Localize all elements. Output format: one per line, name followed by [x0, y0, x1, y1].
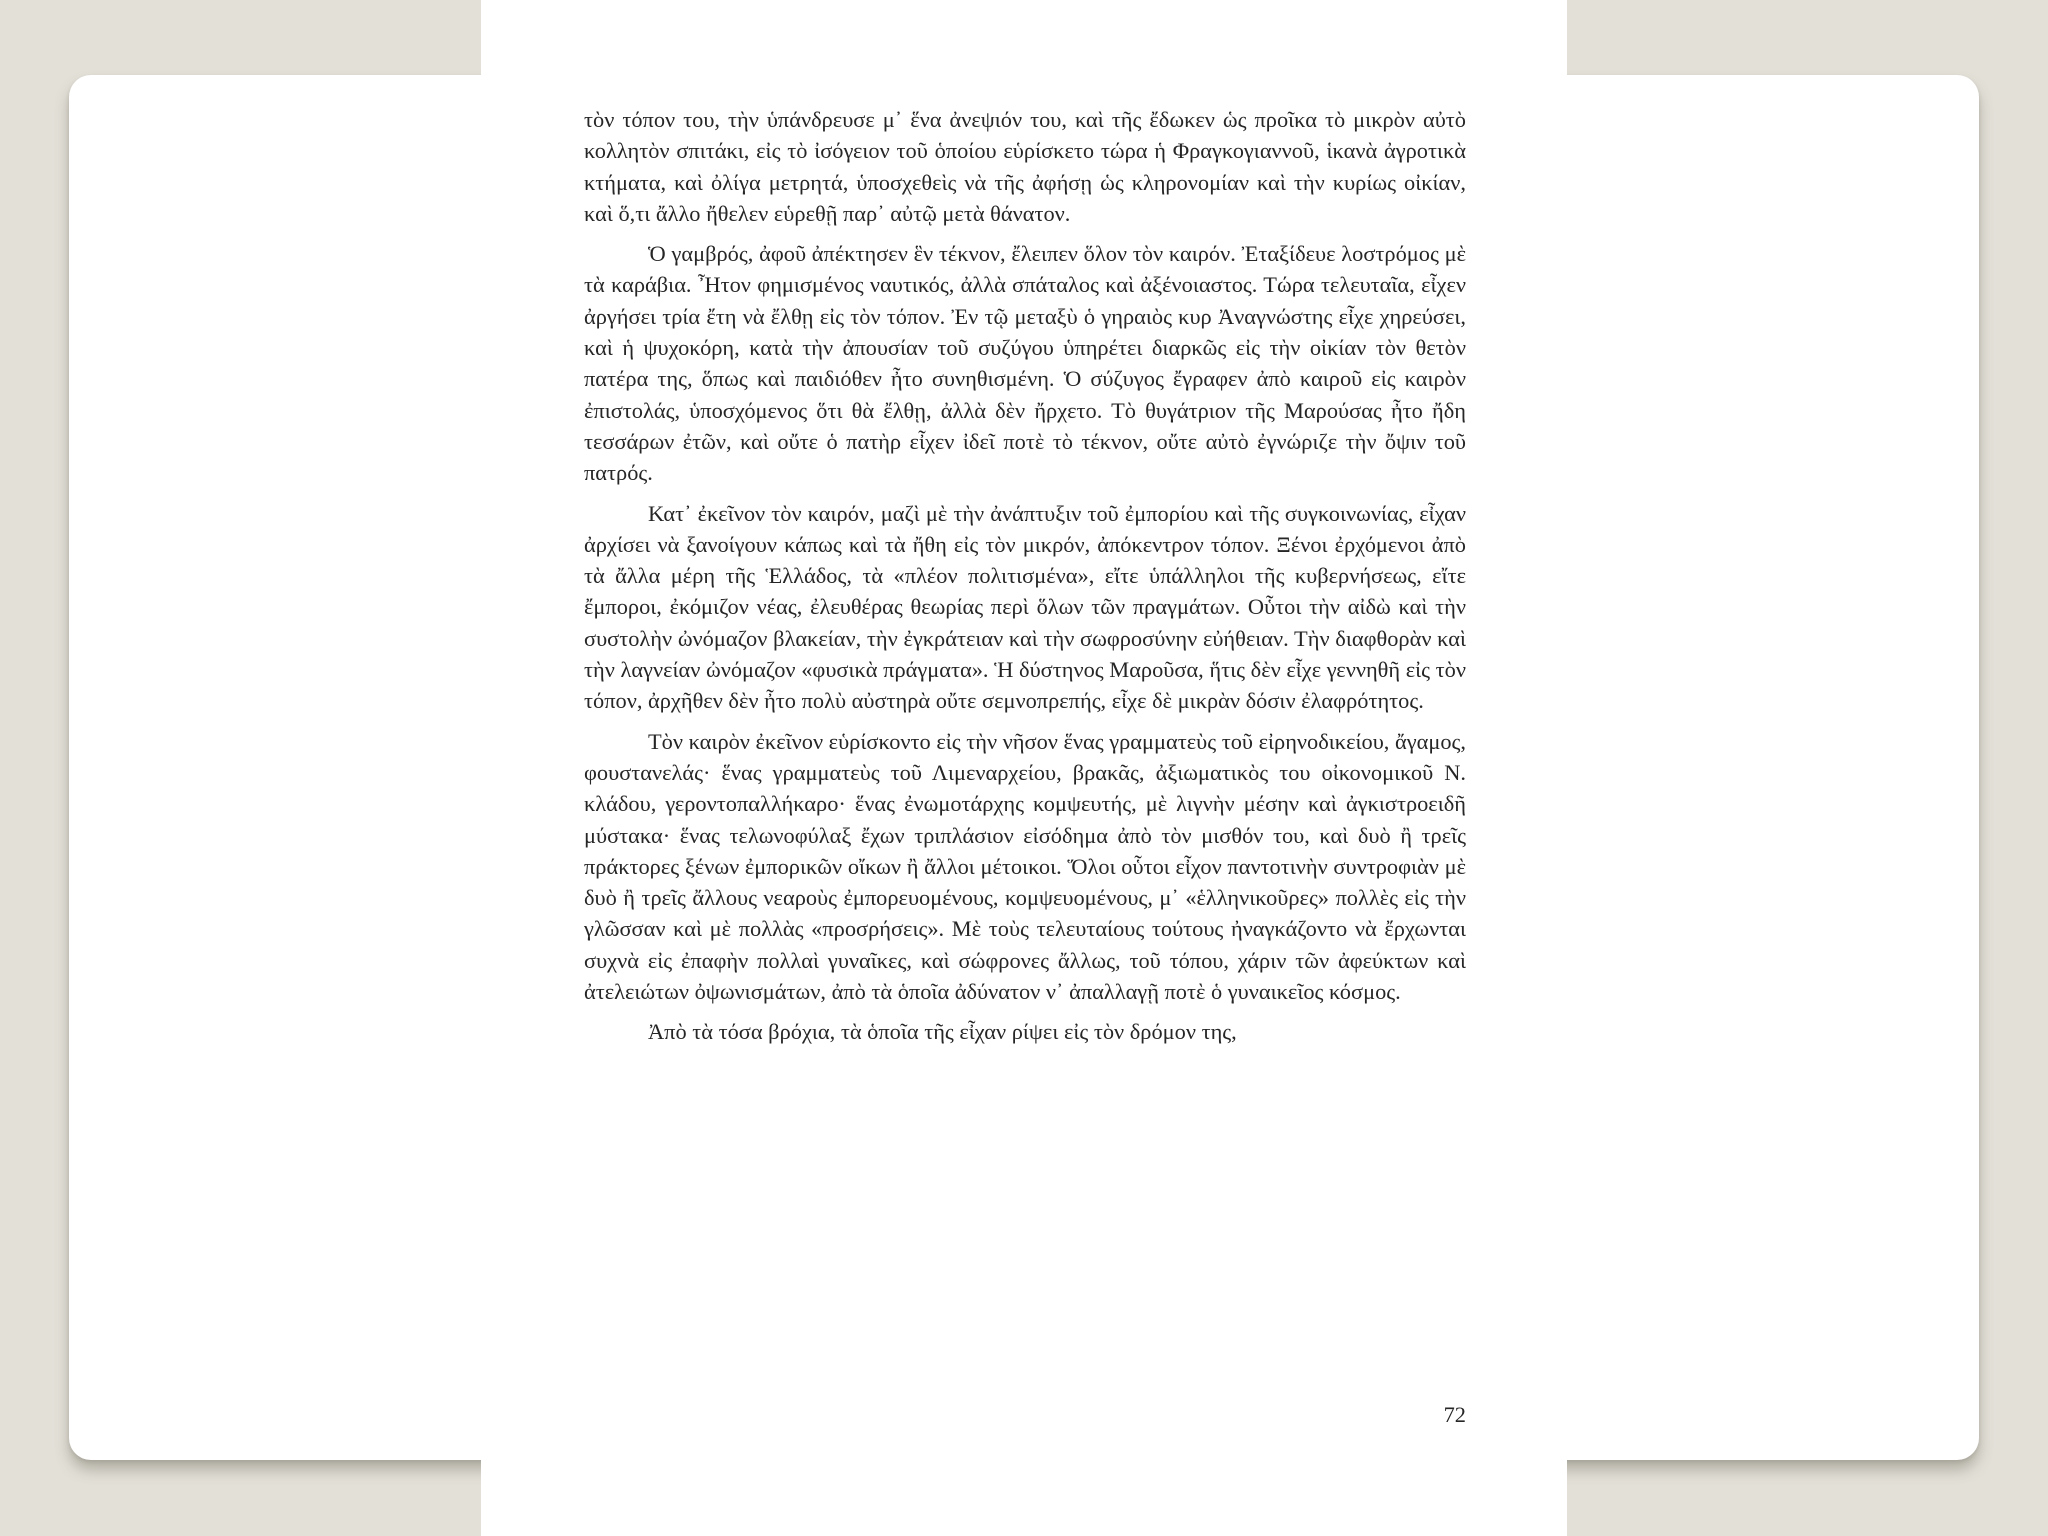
paragraph-2: Ὁ γαμβρός, ἀφοῦ ἀπέκτησεν ἓν τέκνον, ἔλειπεν ὅλον τὸν καιρόν. Ἐταξίδευε λοστρόμος μὲ τὰ καράβια. Ἦτον φημισμένος ναυτικός, ἀλλὰ σπάταλος καὶ ἀξένοιαστος. Τώρα τελευταῖα, εἶχεν ἀργήσει τρία ἔτη νὰ ἔλθῃ εἰς τὸν τόπον. Ἐν τῷ μεταξὺ ὁ γηραιὸς κυρ Ἀναγνώστης εἶχε χηρεύσει, καὶ ἡ ψυχοκόρη, κατὰ τὴν ἀπουσίαν τοῦ συζύγου ὑπηρέτει διαρκῶς εἰς τὴν οἰκίαν τὸν θετὸν πατέρα της, ὅπως καὶ παιδιόθεν ἦτο συνηθισμένη. Ὁ σύζυγος ἔγραφεν ἀπὸ καιροῦ εἰς καιρὸν ἐπιστολάς, ὑποσχόμενος ὅτι θὰ ἔλθῃ, ἀλλὰ δὲν ἤρχετο. Τὸ θυγάτριον τῆς Μαρούσας ἦτο ἤδη τεσσάρων ἐτῶν, καὶ οὔτε ὁ πατὴρ εἶχεν ἰδεῖ ποτὲ τὸ τέκνον, οὔτε αὐτὸ ἐγνώριζε τὴν ὄψιν τοῦ πατρός. — [584, 241, 1466, 486]
page-number: 72 — [1443, 1402, 1466, 1427]
paragraph-4: Τὸν καιρὸν ἐκεῖνον εὑρίσκοντο εἰς τὴν νῆσον ἕνας γραμματεὺς τοῦ εἰρηνοδικείου, ἄγαμος, φουστανελάς· ἕνας γραμματεὺς τοῦ Λιμεναρχείου, βρακᾶς, ἀξιωματικὸς του οἰκονομικοῦ Ν. κλάδου, γεροντοπαλλήκαρο· ἕνας ἐνωμοτάρχης κομψευτής, μὲ λιγνὴν μέσην καὶ ἀγκιστροειδῆ μύστακα· ἕνας τελωνοφύλαξ ἔχων τριπλάσιον εἰσόδημα ἀπὸ τὸν μισθόν του, καὶ δυὸ ἢ τρεῖς πράκτορες ξένων ἐμπορικῶν οἴκων ἢ ἄλλοι μέτοικοι. Ὅλοι οὗτοι εἶχον παντοτινὴν συντροφιὰν μὲ δυὸ ἢ τρεῖς ἄλλους νεαροὺς ἐμπορευομένους, κομψευομένους, μ᾽ «ἑλληνικοῦρες» πολλὲς εἰς τὴν γλῶσσαν καὶ μὲ πολλὰς «προσρήσεις». Μὲ τοὺς τελευταίους τούτους ἠναγκάζοντο νὰ ἔρχωνται συχνὰ εἰς ἐπαφὴν πολλαὶ γυναῖκες, καὶ σώφρονες ἄλλως, τοῦ τόπου, χάριν τῶν ἀφεύκτων καὶ ἀτελειώτων ὀψωνισμάτων, ἀπὸ τὰ ὁποῖα ἀδύνατον ν᾽ ἀπαλλαγῇ ποτὲ ὁ γυναικεῖος κόσμος. — [584, 728, 1466, 1005]
paragraph-3: Κατ᾽ ἐκεῖνον τὸν καιρόν, μαζὶ μὲ τὴν ἀνάπτυξιν τοῦ ἐμπορίου καὶ τῆς συγκοινωνίας, εἶχαν ἀρχίσει νὰ ξανοίγουν κάπως καὶ τὰ ἤθη εἰς τὸν μικρόν, ἀπόκεντρον τόπον. Ξένοι ἐρχόμενοι ἀπὸ τὰ ἄλλα μέρη τῆς Ἑλλάδος, τὰ «πλέον πολιτισμένα», εἴτε ὑπάλληλοι τῆς κυβερνήσεως, εἴτε ἔμποροι, ἐκόμιζον νέας, ἐλευθέρας θεωρίας περὶ ὅλων τῶν πραγμάτων. Οὗτοι τὴν αἰδὼ καὶ τὴν συστολὴν ὠνόμαζον βλακείαν, τὴν ἐγκράτειαν καὶ τὴν σωφροσύνην εὐήθειαν. Τὴν διαφθορὰν καὶ τὴν λαγνείαν ὠνόμαζον «φυσικὰ πράγματα». Ἡ δύστηνος Μαροῦσα, ἥτις δὲν εἶχε γεννηθῆ εἰς τὸν τόπον, ἀρχῆθεν δὲν ἦτο πολὺ αὐστηρὰ οὔτε σεμνοπρεπής, εἶχε δὲ μικρὰν δόσιν ἐλαφρότητος. — [584, 500, 1466, 714]
paragraph-5: Ἀπὸ τὰ τόσα βρόχια, τὰ ὁποῖα τῆς εἶχαν ρίψει εἰς τὸν δρόμον της, — [648, 1019, 1237, 1045]
paragraph-1: τὸν τόπον του, τὴν ὑπάνδρευσε μ᾽ ἕνα ἀνεψιόν του, καὶ τῆς ἔδωκεν ὡς προῖκα τὸ μικρὸν αὐτὸ κολλητὸν σπιτάκι, εἰς τὸ ἰσόγειον τοῦ ὁποίου εὑρίσκετο τώρα ἡ Φραγκογιαννοῦ, ἱκανὰ ἀγροτικὰ κτήματα, καὶ ὀλίγα μετρητά, ὑποσχεθεὶς νὰ τῆς ἀφήσῃ ὡς κληρονομίαν καὶ τὴν κυρίως οἰκίαν, καὶ ὅ,τι ἄλλο ἤθελεν εὑρεθῇ παρ᾽ αὐτῷ μετὰ θάνατον. — [584, 107, 1466, 226]
page-text — [584, 104, 1466, 1048]
